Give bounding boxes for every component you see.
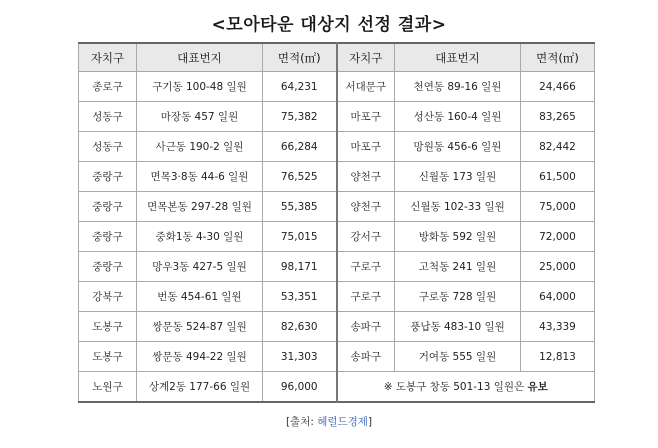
cell-district: 송파구 (337, 342, 395, 372)
cell-district: 종로구 (79, 72, 137, 102)
cell-area: 75,000 (521, 192, 595, 222)
cell-district: 마포구 (337, 132, 395, 162)
cell-address: 면목본동 297-28 일원 (137, 192, 263, 222)
cell-address: 구로동 728 일원 (395, 282, 521, 312)
cell-address: 거여동 555 일원 (395, 342, 521, 372)
table-row (79, 72, 595, 102)
cell-area: 75,382 (263, 102, 337, 132)
cell-area: 83,265 (521, 102, 595, 132)
cell-district: 마포구 (337, 102, 395, 132)
cell-area: 72,000 (521, 222, 595, 252)
cell-district: 강서구 (337, 222, 395, 252)
table-row (79, 252, 595, 282)
header-address-left: 대표번지 (137, 43, 263, 72)
cell-address: 구기동 100-48 일원 (137, 72, 263, 102)
cell-address: 번동 454-61 일원 (137, 282, 263, 312)
cell-area: 31,303 (263, 342, 337, 372)
cell-area: 82,442 (521, 132, 595, 162)
reservation-note (337, 372, 595, 403)
table-header-row (79, 43, 595, 72)
cell-address: 성산동 160-4 일원 (395, 102, 521, 132)
cell-area: 25,000 (521, 252, 595, 282)
cell-district: 도봉구 (79, 342, 137, 372)
source-credit (0, 414, 658, 429)
cell-district: 구로구 (337, 282, 395, 312)
cell-district: 서대문구 (337, 72, 395, 102)
cell-district: 중랑구 (79, 222, 137, 252)
source-prefix: [출처: (285, 416, 318, 428)
cell-address: 중화1동 4-30 일원 (137, 222, 263, 252)
header-district-left: 자치구 (79, 43, 137, 72)
cell-address: 풍납동 483-10 일원 (395, 312, 521, 342)
note-text: ※ 도봉구 창동 501-13 일원은 (383, 381, 528, 393)
cell-address: 망원동 456-6 일원 (395, 132, 521, 162)
cell-area: 43,339 (521, 312, 595, 342)
cell-district: 중랑구 (79, 192, 137, 222)
table-row (79, 102, 595, 132)
cell-area: 12,813 (521, 342, 595, 372)
cell-area: 64,000 (521, 282, 595, 312)
cell-area: 76,525 (263, 162, 337, 192)
cell-area: 55,385 (263, 192, 337, 222)
cell-district: 중랑구 (79, 252, 137, 282)
cell-area: 75,015 (263, 222, 337, 252)
table-row-last (79, 372, 595, 403)
cell-district: 성동구 (79, 132, 137, 162)
cell-address: 천연동 89-16 일원 (395, 72, 521, 102)
source-suffix: ] (367, 416, 373, 428)
cell-district: 양천구 (337, 192, 395, 222)
page-title: <모아타운 대상지 선정 결과> (211, 15, 447, 35)
table-row (79, 192, 595, 222)
cell-district: 도봉구 (79, 312, 137, 342)
cell-address: 고척동 241 일원 (395, 252, 521, 282)
cell-address: 쌍문동 494-22 일원 (137, 342, 263, 372)
cell-address: 쌍문동 524-87 일원 (137, 312, 263, 342)
table-row (79, 222, 595, 252)
header-district-right: 자치구 (337, 43, 395, 72)
cell-address: 신월동 173 일원 (395, 162, 521, 192)
cell-district: 송파구 (337, 312, 395, 342)
cell-district: 강북구 (79, 282, 137, 312)
cell-district: 노원구 (79, 372, 137, 403)
source-brand: 헤럴드경제 (317, 416, 368, 428)
header-area-right: 면적(㎡) (521, 43, 595, 72)
cell-address: 망우3동 427-5 일원 (137, 252, 263, 282)
header-address-right: 대표번지 (395, 43, 521, 72)
cell-address: 사근동 190-2 일원 (137, 132, 263, 162)
cell-address: 방화동 592 일원 (395, 222, 521, 252)
cell-area: 61,500 (521, 162, 595, 192)
note-emphasis: 유보 (527, 381, 548, 393)
cell-area: 64,231 (263, 72, 337, 102)
selection-table (78, 42, 595, 403)
cell-area: 66,284 (263, 132, 337, 162)
cell-area: 82,630 (263, 312, 337, 342)
cell-area: 24,466 (521, 72, 595, 102)
table-row (79, 312, 595, 342)
cell-area: 53,351 (263, 282, 337, 312)
cell-area: 98,171 (263, 252, 337, 282)
cell-address: 마장동 457 일원 (137, 102, 263, 132)
table-row (79, 282, 595, 312)
cell-district: 성동구 (79, 102, 137, 132)
table-row (79, 162, 595, 192)
cell-district: 구로구 (337, 252, 395, 282)
table-row (79, 132, 595, 162)
cell-area: 96,000 (263, 372, 337, 403)
header-area-left: 면적(㎡) (263, 43, 337, 72)
cell-address: 신월동 102-33 일원 (395, 192, 521, 222)
cell-address: 상계2동 177-66 일원 (137, 372, 263, 403)
cell-address: 면목3·8동 44-6 일원 (137, 162, 263, 192)
cell-district: 중랑구 (79, 162, 137, 192)
table-row (79, 342, 595, 372)
cell-district: 양천구 (337, 162, 395, 192)
